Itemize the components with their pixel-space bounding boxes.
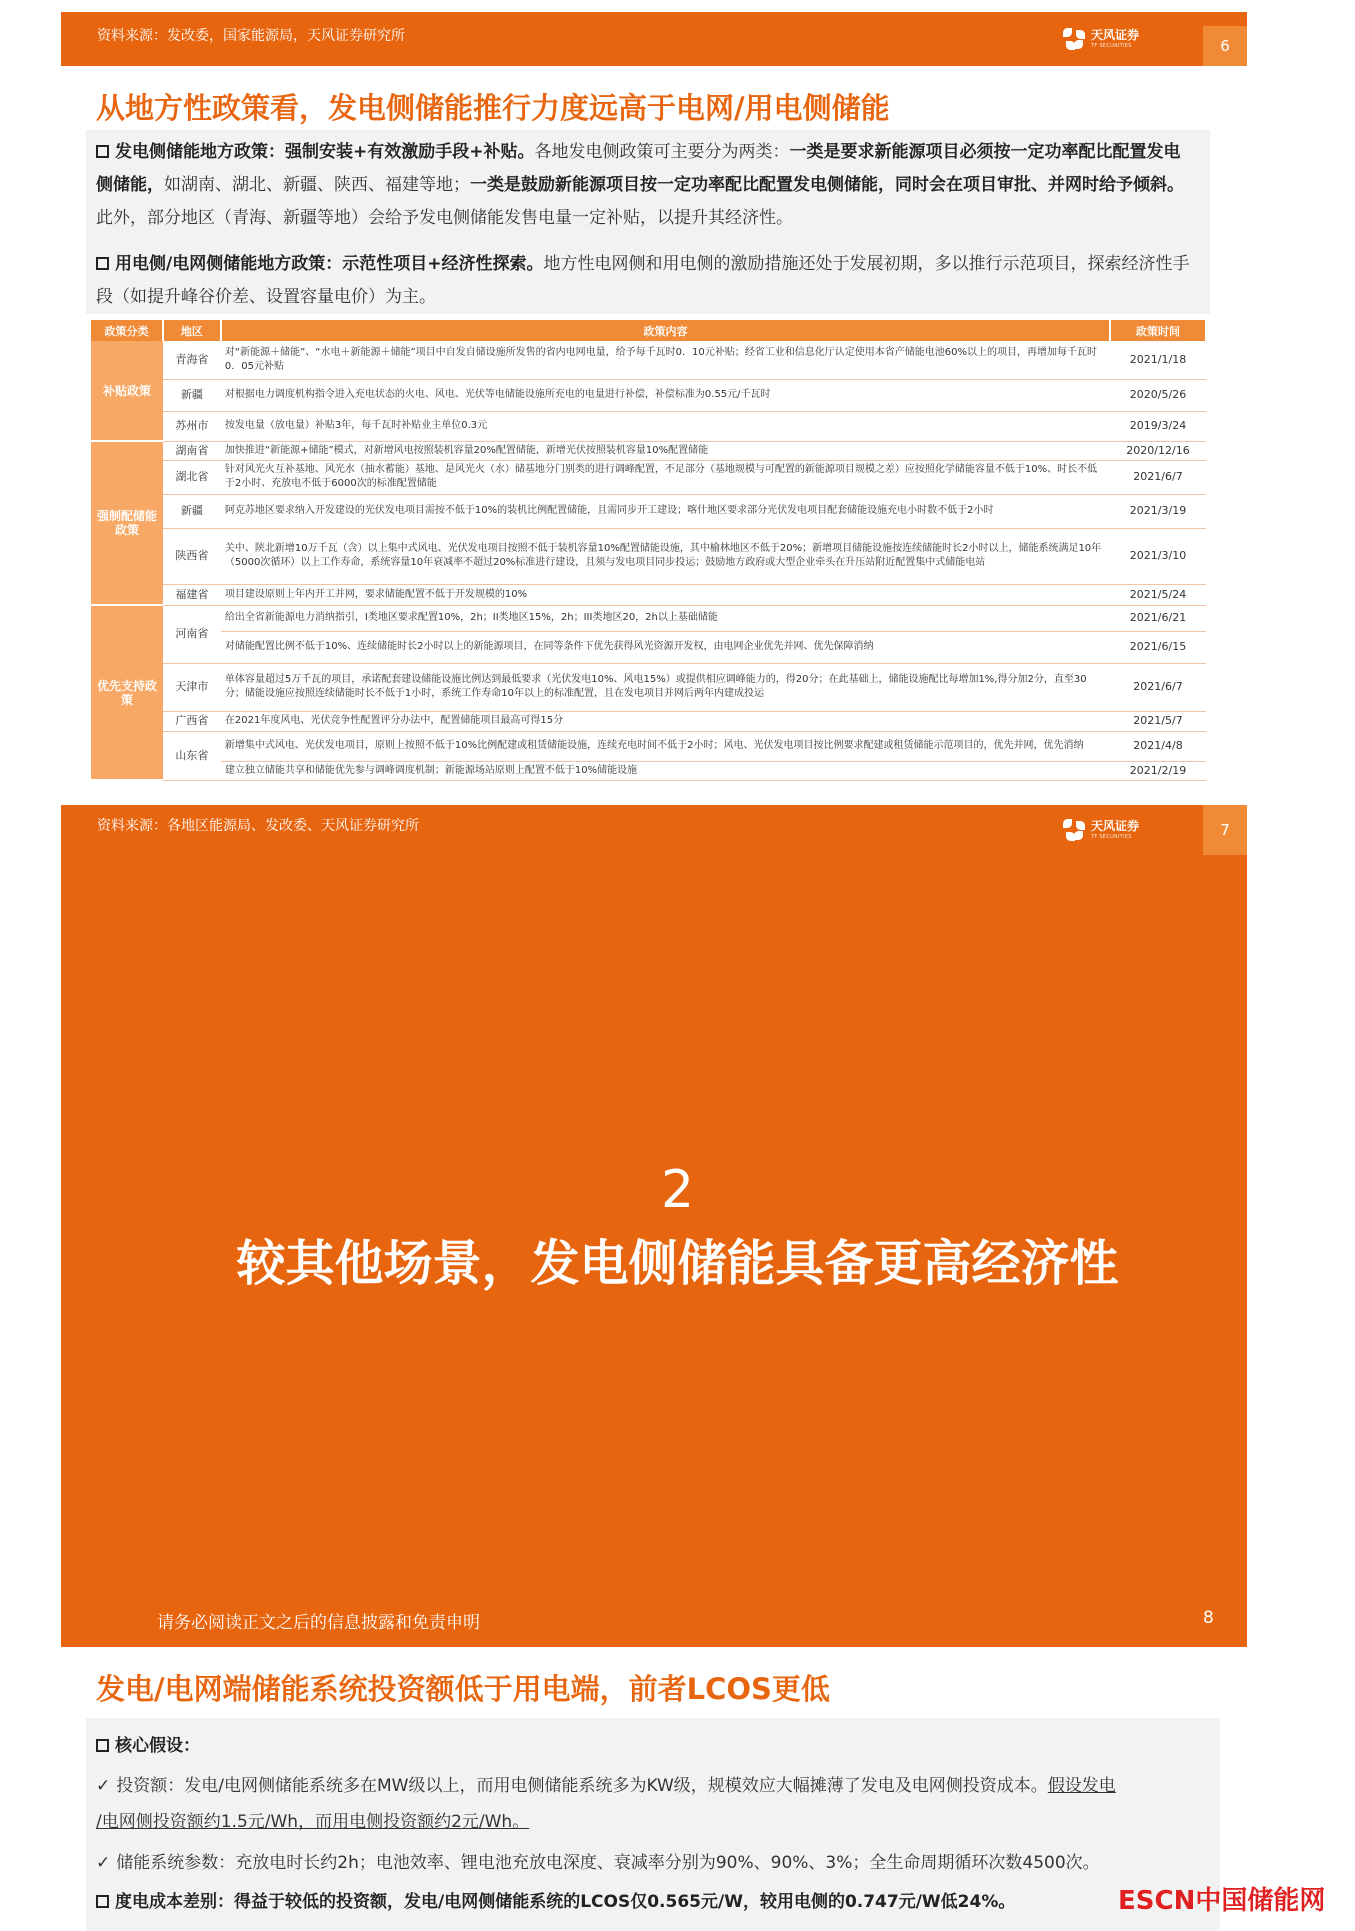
p1-bold-1: 发电侧储能地方政策：强制安装+有效激励手段+补贴。 xyxy=(115,142,535,162)
region-cell: 新疆 xyxy=(163,494,221,528)
header-date: 政策时间 xyxy=(1110,320,1206,341)
page6-number: 6 xyxy=(1203,26,1247,66)
content-cell: 单体容量超过5万千瓦的项目，承诺配套建设储能设施比例达到最低要求（光伏发电10%、风电15%）或提供相应调峰能力的，得20分；在此基础上，储能设施配比每增加1%,得分加2分，直至30分；储能设施应按照连续储能时长不低于1小时，系统工作寿命10年以上的标准配置，且在发电项目并网后两年内建成投运 xyxy=(221,663,1110,711)
page7-brand-sub: TF SECURITIES xyxy=(1091,834,1132,840)
date-cell: 2021/3/19 xyxy=(1110,494,1206,528)
escn-watermark xyxy=(1118,1880,1325,1917)
page7-paragraph-1 xyxy=(96,136,1196,235)
square-bullet-icon xyxy=(96,1895,109,1908)
date-cell: 2021/6/15 xyxy=(1110,631,1206,663)
page7-source: 资料来源：各地区能源局、发改委、天风证券研究所 xyxy=(97,818,419,834)
page6-source: 资料来源：发改委，国家能源局，天风证券研究所 xyxy=(97,28,405,44)
content-cell: 对根据电力调度机构指令进入充电状态的火电、风电、光伏等电储能设施所充电的电量进行补偿，补偿标准为0.55元/千瓦时 xyxy=(221,379,1110,411)
region-cell: 湖南省 xyxy=(163,441,221,460)
disclaimer-text: 请务必阅读正文之后的信息披露和免责申明 xyxy=(157,1613,480,1633)
page6-brand-sub: TF SECURITIES xyxy=(1091,43,1132,49)
table-row xyxy=(91,441,1206,460)
region-cell: 苏州市 xyxy=(163,411,221,441)
page7-logo xyxy=(1063,819,1139,841)
region-cell: 山东省 xyxy=(163,731,221,780)
cost-difference xyxy=(96,1886,1116,1919)
p1-bold-3: 一类是鼓励新能源项目按一定功率配比配置发电侧储能，同时会在项目审批、并网时给予倾斜。 xyxy=(470,175,1184,195)
date-cell: 2021/4/8 xyxy=(1110,731,1206,761)
p2-text: 地方性电网侧和用电侧的激励措施还处于发展初期，多以推行示范项目，探索经济性手段（如提升峰谷价差、设置容量电价）为主。 xyxy=(96,254,1190,307)
table-row xyxy=(91,584,1206,605)
check1-text: 投资额：发电/电网侧储能系统多在MW级以上，而用电侧储能系统多为KW级，规模效应大幅摊薄了发电及电网侧投资成本。 xyxy=(116,1776,1048,1796)
page8-number: 8 xyxy=(1203,1608,1214,1628)
content-cell: 建立独立储能共享和储能优先参与调峰调度机制；新能源场站原则上配置不低于10%储能设施 xyxy=(221,761,1110,780)
date-cell: 2021/3/10 xyxy=(1110,528,1206,584)
table-row xyxy=(91,494,1206,528)
section-number: 2 xyxy=(660,1160,695,1220)
p1-text-3: 此外，部分地区（青海、新疆等地）会给予发电侧储能发售电量一定补贴，以提升其经济性。 xyxy=(96,208,793,228)
table-row xyxy=(91,528,1206,584)
page7-number: 7 xyxy=(1203,805,1247,855)
core-assumption-label xyxy=(96,1730,1196,1763)
region-cell: 新疆 xyxy=(163,379,221,411)
page6-logo xyxy=(1063,28,1139,50)
content-cell: 阿克苏地区要求纳入开发建设的光伏发电项目需按不低于10%的装机比例配置储能，且需同步开工建设；喀什地区要求部分光伏发电项目配套储能设施充电小时数不低于2小时 xyxy=(221,494,1110,528)
date-cell: 2021/5/24 xyxy=(1110,584,1206,605)
content-cell: 对“新能源＋储能”、“水电＋新能源＋储能”项目中自发自储设施所发售的省内电网电量，给予每千瓦时0．10元补贴；经省工业和信息化厅认定使用本省产储能电池60%以上的项目，再增加每千瓦时0．05元补贴 xyxy=(221,341,1110,379)
p1-bold-2: 一类是要求新能源项目必须按一定功率配比配置发电侧储能， xyxy=(96,142,1181,195)
region-cell: 天津市 xyxy=(163,663,221,711)
content-cell: 加快推进“新能源+储能”模式，对新增风电按照装机容量20%配置储能，新增光伏按照装机容量10%配置储能 xyxy=(221,441,1110,460)
category-cell: 强制配储能政策 xyxy=(91,441,163,605)
checkmark-icon: ✓ xyxy=(96,1853,111,1873)
page6-brand: 天风证券 xyxy=(1091,28,1140,42)
table-row xyxy=(91,460,1206,494)
region-cell: 青海省 xyxy=(163,341,221,379)
square-bullet-icon xyxy=(96,1739,109,1752)
policy-table xyxy=(91,320,1207,781)
date-cell: 2020/12/16 xyxy=(1110,441,1206,460)
region-cell: 河南省 xyxy=(163,605,221,663)
category-cell: 补贴政策 xyxy=(91,341,163,441)
header-content: 政策内容 xyxy=(221,320,1110,341)
table-row xyxy=(91,663,1206,711)
table-header-row xyxy=(91,320,1206,341)
date-cell: 2019/3/24 xyxy=(1110,411,1206,441)
region-cell: 陕西省 xyxy=(163,528,221,584)
content-cell: 在2021年度风电、光伏竞争性配置评分办法中，配置储能项目最高可得15分 xyxy=(221,711,1110,731)
flower-logo-icon xyxy=(1063,28,1085,50)
page9-title: 发电/电网端储能系统投资额低于用电端，前者LCOS更低 xyxy=(96,1672,830,1706)
category-cell: 优先支持政策 xyxy=(91,605,163,780)
table-row xyxy=(91,731,1206,761)
table-row xyxy=(91,341,1206,379)
core-label: 核心假设： xyxy=(115,1736,200,1756)
p1-text-2: 如湖南、湖北、新疆、陕西、福建等地； xyxy=(164,175,470,195)
header-category: 政策分类 xyxy=(91,320,163,341)
content-cell: 项目建设原则上年内开工并网，要求储能配置不低于开发规模的10% xyxy=(221,584,1110,605)
page7-footer-band xyxy=(61,805,1247,859)
content-cell: 关中、陕北新增10万千瓦（含）以上集中式风电、光伏发电项目按照不低于装机容量10%配置储能设施，其中榆林地区不低于20%；新增项目储能设施按连续储能时长2小时以上，储能系统满足10年（5000次循环）以上工作寿命，系统容量10年衰减率不超过20%标准进行建设，且须与发电项目同步投运；鼓励地方政府或大型企业牵头在升压站附近配置集中式储能电站 xyxy=(221,528,1110,584)
region-cell: 湖北省 xyxy=(163,460,221,494)
date-cell: 2021/2/19 xyxy=(1110,761,1206,780)
p2-bold: 用电侧/电网侧储能地方政策：示范性项目+经济性探索。 xyxy=(115,254,544,274)
header-region: 地区 xyxy=(163,320,221,341)
date-cell: 2021/6/7 xyxy=(1110,460,1206,494)
square-bullet-icon xyxy=(96,145,109,158)
check2-text: 储能系统参数：充放电时长约2h；电池效率、锂电池充放电深度、衰减率分别为90%、90%、3%；全生命周期循环次数4500次。 xyxy=(116,1853,1100,1873)
check1-underlined-2: /电网侧投资额约1.5元/Wh，而用电侧投资额约2元/Wh。 xyxy=(96,1812,530,1832)
content-cell: 对储能配置比例不低于10%、连续储能时长2小时以上的新能源项目，在同等条件下优先获得风光资源开发权，由电网企业优先并网、优先保障消纳 xyxy=(221,631,1110,663)
date-cell: 2021/5/7 xyxy=(1110,711,1206,731)
date-cell: 2021/1/18 xyxy=(1110,341,1206,379)
p1-text-1: 各地发电侧政策可主要分为两类： xyxy=(534,142,790,162)
content-cell: 新增集中式风电、光伏发电项目，原则上按照不低于10%比例配建或租赁储能设施，连续充电时间不低于2小时；风电、光伏发电项目按比例要求配建或租赁储能示范项目的，优先并网，优先消纳 xyxy=(221,731,1110,761)
date-cell: 2021/6/7 xyxy=(1110,663,1206,711)
table-row xyxy=(91,711,1206,731)
table-row xyxy=(91,761,1206,780)
table-row xyxy=(91,379,1206,411)
check1-underlined-1: 假设发电 xyxy=(1047,1776,1116,1796)
region-cell: 福建省 xyxy=(163,584,221,605)
checkmark-icon: ✓ xyxy=(96,1776,111,1796)
check-item-1 xyxy=(96,1768,1216,1840)
section-title: 较其他场景，发电侧储能具备更高经济性 xyxy=(236,1235,1119,1292)
table-row xyxy=(91,631,1206,663)
table-row xyxy=(91,605,1206,631)
cost-difference-text: 度电成本差别：得益于较低的投资额，发电/电网侧储能系统的LCOS仅0.565元/W，较用电侧的0.747元/W低24%。 xyxy=(115,1892,1016,1912)
table-row xyxy=(91,411,1206,441)
check-item-2 xyxy=(96,1847,1216,1880)
content-cell: 按发电量（放电量）补贴3年，每千瓦时补贴业主单位0.3元 xyxy=(221,411,1110,441)
page7-title: 从地方性政策看，发电侧储能推行力度远高于电网/用电侧储能 xyxy=(96,91,890,125)
watermark-cn: 中国储能网 xyxy=(1195,1886,1326,1916)
page7-brand: 天风证券 xyxy=(1091,819,1140,833)
content-cell: 针对风光火互补基地、风光水（抽水蓄能）基地、是风光火（水）储基地分门别类的进行调峰配置，不足部分（基地规模与可配置的新能源项目规模之差）应按照化学储能容量不低于10%、时长不低于2小时、充放电不低于6000次的标准配置储能 xyxy=(221,460,1110,494)
flower-logo-icon xyxy=(1063,819,1085,841)
content-cell: 给出全省新能源电力消纳指引，I类地区要求配置10%，2h；II类地区15%，2h；III类地区20，2h以上基础储能 xyxy=(221,605,1110,631)
page7-paragraph-2 xyxy=(96,248,1196,314)
date-cell: 2020/5/26 xyxy=(1110,379,1206,411)
watermark-latin: ESCN xyxy=(1118,1886,1196,1916)
page6-footer-band xyxy=(61,12,1247,66)
date-cell: 2021/6/21 xyxy=(1110,605,1206,631)
square-bullet-icon xyxy=(96,257,109,270)
region-cell: 广西省 xyxy=(163,711,221,731)
